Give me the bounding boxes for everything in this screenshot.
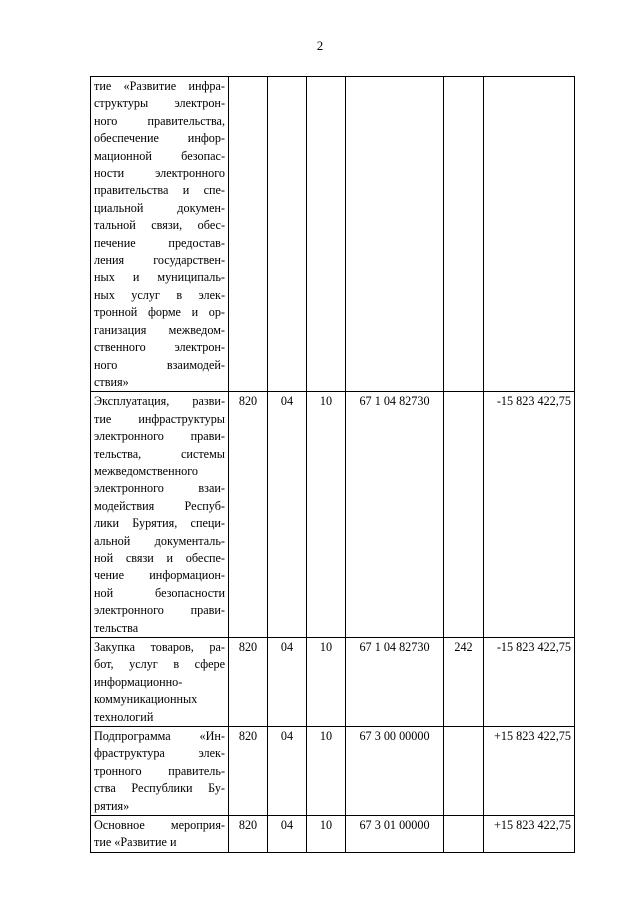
amount-value: -15 823 422,75 [496,640,571,654]
target-article-cell [346,816,444,853]
table-body [91,77,575,853]
item-name-line: фраструктура элек- [94,746,225,761]
target-article-cell [346,638,444,727]
section-code-value: 04 [280,640,294,654]
item-name-line: тронного правитель- [94,763,225,778]
item-name-line: ного правительства, [94,113,225,128]
item-name-line: структуры электрон- [94,96,225,111]
item-name-line: модействия Респуб- [94,498,225,513]
amount-value: -15 823 422,75 [496,394,571,409]
item-name-line: циальной докумен- [94,200,225,215]
ministry-code-cell [229,727,268,816]
item-name-line: ных и муниципаль- [94,270,225,285]
item-name-line: Основное мероприя- [94,818,225,833]
amount-cell [484,392,575,638]
item-name-line: мационной безопас- [94,148,225,163]
expense-type-cell [444,77,484,392]
subsection-code-value: 10 [319,640,333,654]
item-name-line: правительства и спе- [94,183,225,198]
section-code-cell [268,727,307,816]
item-name-cell [91,392,229,638]
ministry-code-cell [229,638,268,727]
expense-type-value: 242 [454,640,473,654]
ministry-code-value: 820 [238,394,258,409]
amount-value: +15 823 422,75 [494,729,571,744]
item-name-line: ства Республики Бу- [94,781,225,796]
item-name-cell [91,638,229,727]
section-code-cell [268,816,307,853]
item-name-line: ной связи и обеспе- [94,550,225,565]
item-name-line: коммуникационных [94,692,198,707]
item-name-line: ственного электрон- [94,340,225,355]
ministry-code-value: 820 [238,640,258,654]
table-row [91,816,575,853]
section-code-value: 04 [280,729,294,744]
section-code-cell [268,77,307,392]
item-name-line: тельства [94,620,139,635]
target-article-value: 67 3 00 00000 [359,729,430,744]
item-name-line: электронного прави- [94,603,225,618]
table-row [91,77,575,392]
subsection-code-cell [307,816,346,853]
item-name-line: технологий [94,709,154,724]
amount-cell [484,816,575,853]
item-name-line: ности электронного [94,166,225,181]
ministry-code-cell [229,392,268,638]
target-article-cell [346,392,444,638]
item-name-line: ного взаимодей- [94,357,225,372]
section-code-value: 04 [280,394,294,409]
item-name-line: тие инфраструктуры [94,411,225,426]
item-name-line: ных услуг в элек- [94,287,225,302]
target-article-value: 67 3 01 00000 [359,818,430,833]
item-name-line: обеспечение инфор- [94,131,225,146]
item-name-line: ления государствен- [94,253,225,268]
item-name-line: тие «Развитие и [94,835,177,850]
item-name-line: Закупка товаров, ра- [94,640,225,654]
item-name-line: тронной форме и ор- [94,305,225,320]
amount-cell [484,727,575,816]
expense-type-cell [444,816,484,853]
subsection-code-value: 10 [319,729,333,744]
subsection-code-value: 10 [319,818,333,833]
amount-value: +15 823 422,75 [494,818,571,833]
ministry-code-value: 820 [238,729,258,744]
item-name-line: ганизация межведом- [94,322,225,337]
item-name-cell [91,727,229,816]
item-name-line: тельства, системы [94,446,225,461]
subsection-code-cell [307,77,346,392]
subsection-code-cell [307,392,346,638]
item-name-line: электронного прави- [94,429,225,444]
amount-cell [484,638,575,727]
item-name-line: ной безопасности [94,585,225,600]
table-row [91,638,575,727]
table-row [91,727,575,816]
target-article-value: 67 1 04 82730 [359,394,430,409]
item-name-line: лики Бурятия, специ- [94,516,225,531]
section-code-cell [268,638,307,727]
item-name-cell [91,77,229,392]
expense-type-cell [444,638,484,727]
item-name-line: межведомственного [94,463,199,478]
ministry-code-cell [229,816,268,853]
subsection-code-cell [307,638,346,727]
ministry-code-cell [229,77,268,392]
section-code-value: 04 [280,818,294,833]
expense-type-cell [444,392,484,638]
section-code-cell [268,392,307,638]
subsection-code-value: 10 [319,394,333,409]
target-article-cell [346,727,444,816]
table-row [91,392,575,638]
item-name-cell [91,816,229,853]
item-name-line: тие «Развитие инфра- [94,79,225,93]
item-name-line: информационно- [94,674,183,689]
item-name-line: тальной связи, обес- [94,218,225,233]
target-article-cell [346,77,444,392]
target-article-value: 67 1 04 82730 [359,640,430,654]
item-name-line: чение информацион- [94,568,225,583]
item-name-line: Подпрограмма «Ин- [94,729,225,744]
item-name-line: Эксплуатация, разви- [94,394,225,409]
item-name-line: электронного взаи- [94,481,225,496]
item-name-line: ствия» [94,374,129,389]
page-number: 2 [316,38,324,53]
item-name-line: бот, услуг в сфере [94,657,225,672]
item-name-line: рятия» [94,798,130,813]
ministry-code-value: 820 [238,818,258,833]
expense-type-cell [444,727,484,816]
item-name-line: альной документаль- [94,533,225,548]
amount-cell [484,77,575,392]
item-name-line: печение предостав- [94,235,225,250]
subsection-code-cell [307,727,346,816]
budget-amendment-table [90,76,575,853]
